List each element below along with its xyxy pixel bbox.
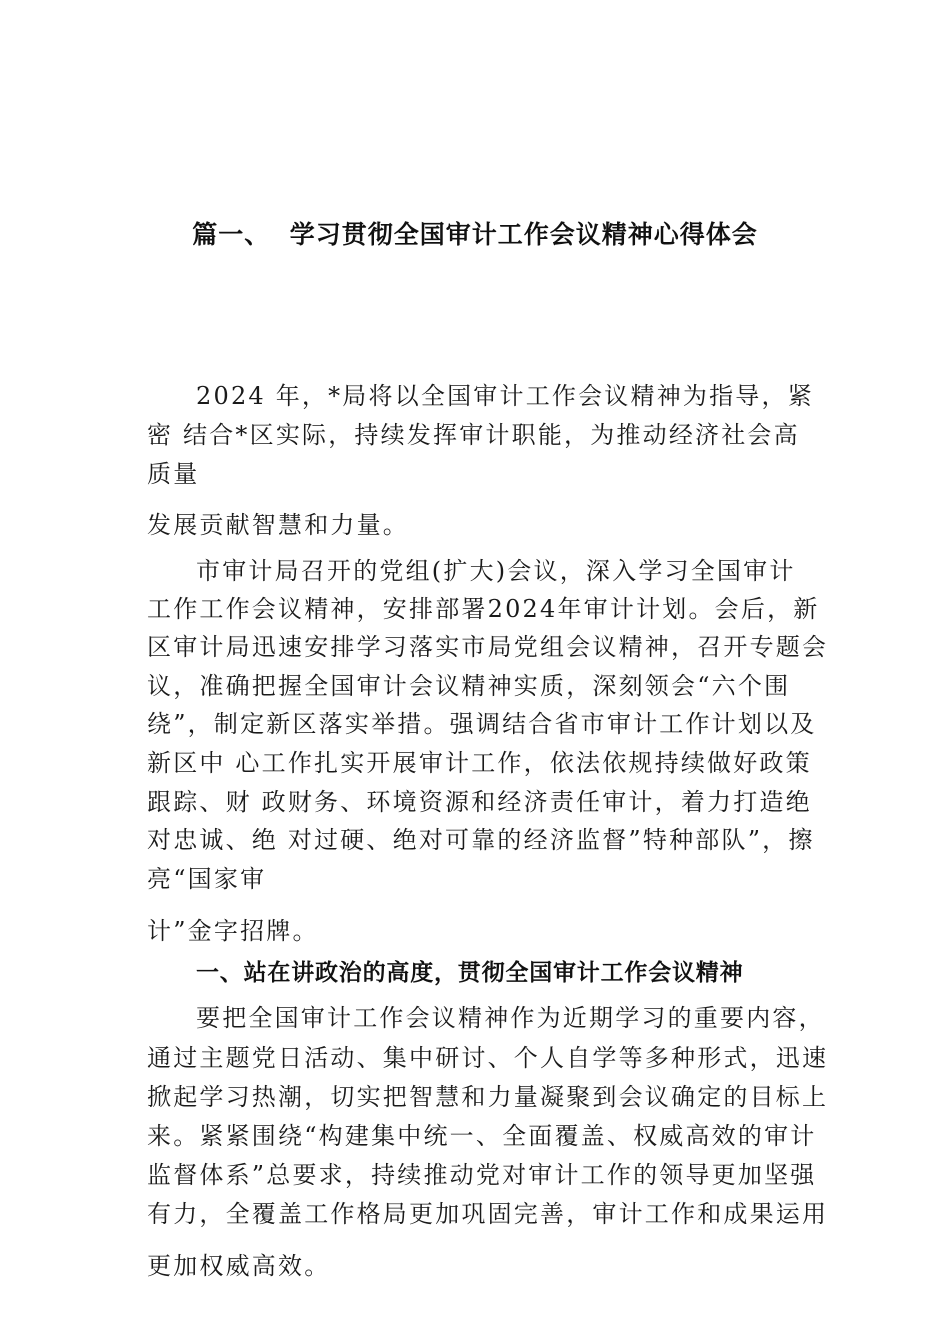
paragraph-2-line-5: 绕”，制定新区落实举措。强调结合省市审计工作计划以及: [147, 710, 817, 738]
paragraph-2-line-6: 新区中 心工作扎实开展审计工作，依法依规持续做好政策: [147, 749, 812, 777]
paragraph-2-line-4: 议，准确把握全国审计会议精神实质，深刻领会“六个围: [147, 672, 791, 700]
paragraph-1-line-3: 质量: [147, 460, 200, 488]
paragraph-2-line-8: 对忠诚、绝 对过硬、绝对可靠的经济监督”特种部队”，擦: [147, 826, 815, 854]
section-heading-1: 一、站在讲政治的高度，贯彻全国审计工作会议精神: [196, 960, 744, 986]
paragraph-3-line-1: 要把全国审计工作会议精神作为近期学习的重要内容，: [196, 1004, 825, 1032]
paragraph-2-line-10: 计”金字招牌。: [147, 917, 319, 945]
paragraph-3-line-5: 监督体系”总要求，持续推动党对审计工作的领导更加坚强: [147, 1161, 817, 1189]
paragraph-2-line-9: 亮“国家审: [147, 865, 267, 893]
paragraph-3-line-7: 更加权威高效。: [147, 1252, 331, 1280]
paragraph-3-line-4: 来。紧紧围绕“构建集中统一、全面覆盖、权威高效的审计: [147, 1122, 817, 1150]
paragraph-2-line-3: 区审计局迅速安排学习落实市局党组会议精神，召开专题会: [147, 633, 829, 661]
paragraph-2-line-7: 跟踪、财 政财务、环境资源和经济责任审计，着力打造绝: [147, 788, 812, 816]
document-title: 篇一、 学习贯彻全国审计工作会议精神心得体会: [192, 220, 758, 249]
paragraph-1-line-2: 密 结合*区实际，持续发挥审计职能，为推动经济社会高: [147, 421, 800, 449]
paragraph-2-line-2: 工作工作会议精神，安排部署2024年审计计划。会后，新: [147, 595, 820, 623]
paragraph-2-line-1: 市审计局召开的党组(扩大)会议，深入学习全国审计: [196, 557, 796, 585]
paragraph-1-line-1: 2024 年，*局将以全国审计工作会议精神为指导，紧: [196, 382, 814, 410]
paragraph-3-line-2: 通过主题党日活动、集中研讨、个人自学等多种形式，迅速: [147, 1044, 829, 1072]
paragraph-3-line-3: 掀起学习热潮，切实把智慧和力量凝聚到会议确定的目标上: [147, 1083, 829, 1111]
paragraph-3-line-6: 有力，全覆盖工作格局更加巩固完善，审计工作和成果运用: [147, 1200, 829, 1228]
paragraph-1-line-4: 发展贡献智慧和力量。: [147, 511, 409, 539]
